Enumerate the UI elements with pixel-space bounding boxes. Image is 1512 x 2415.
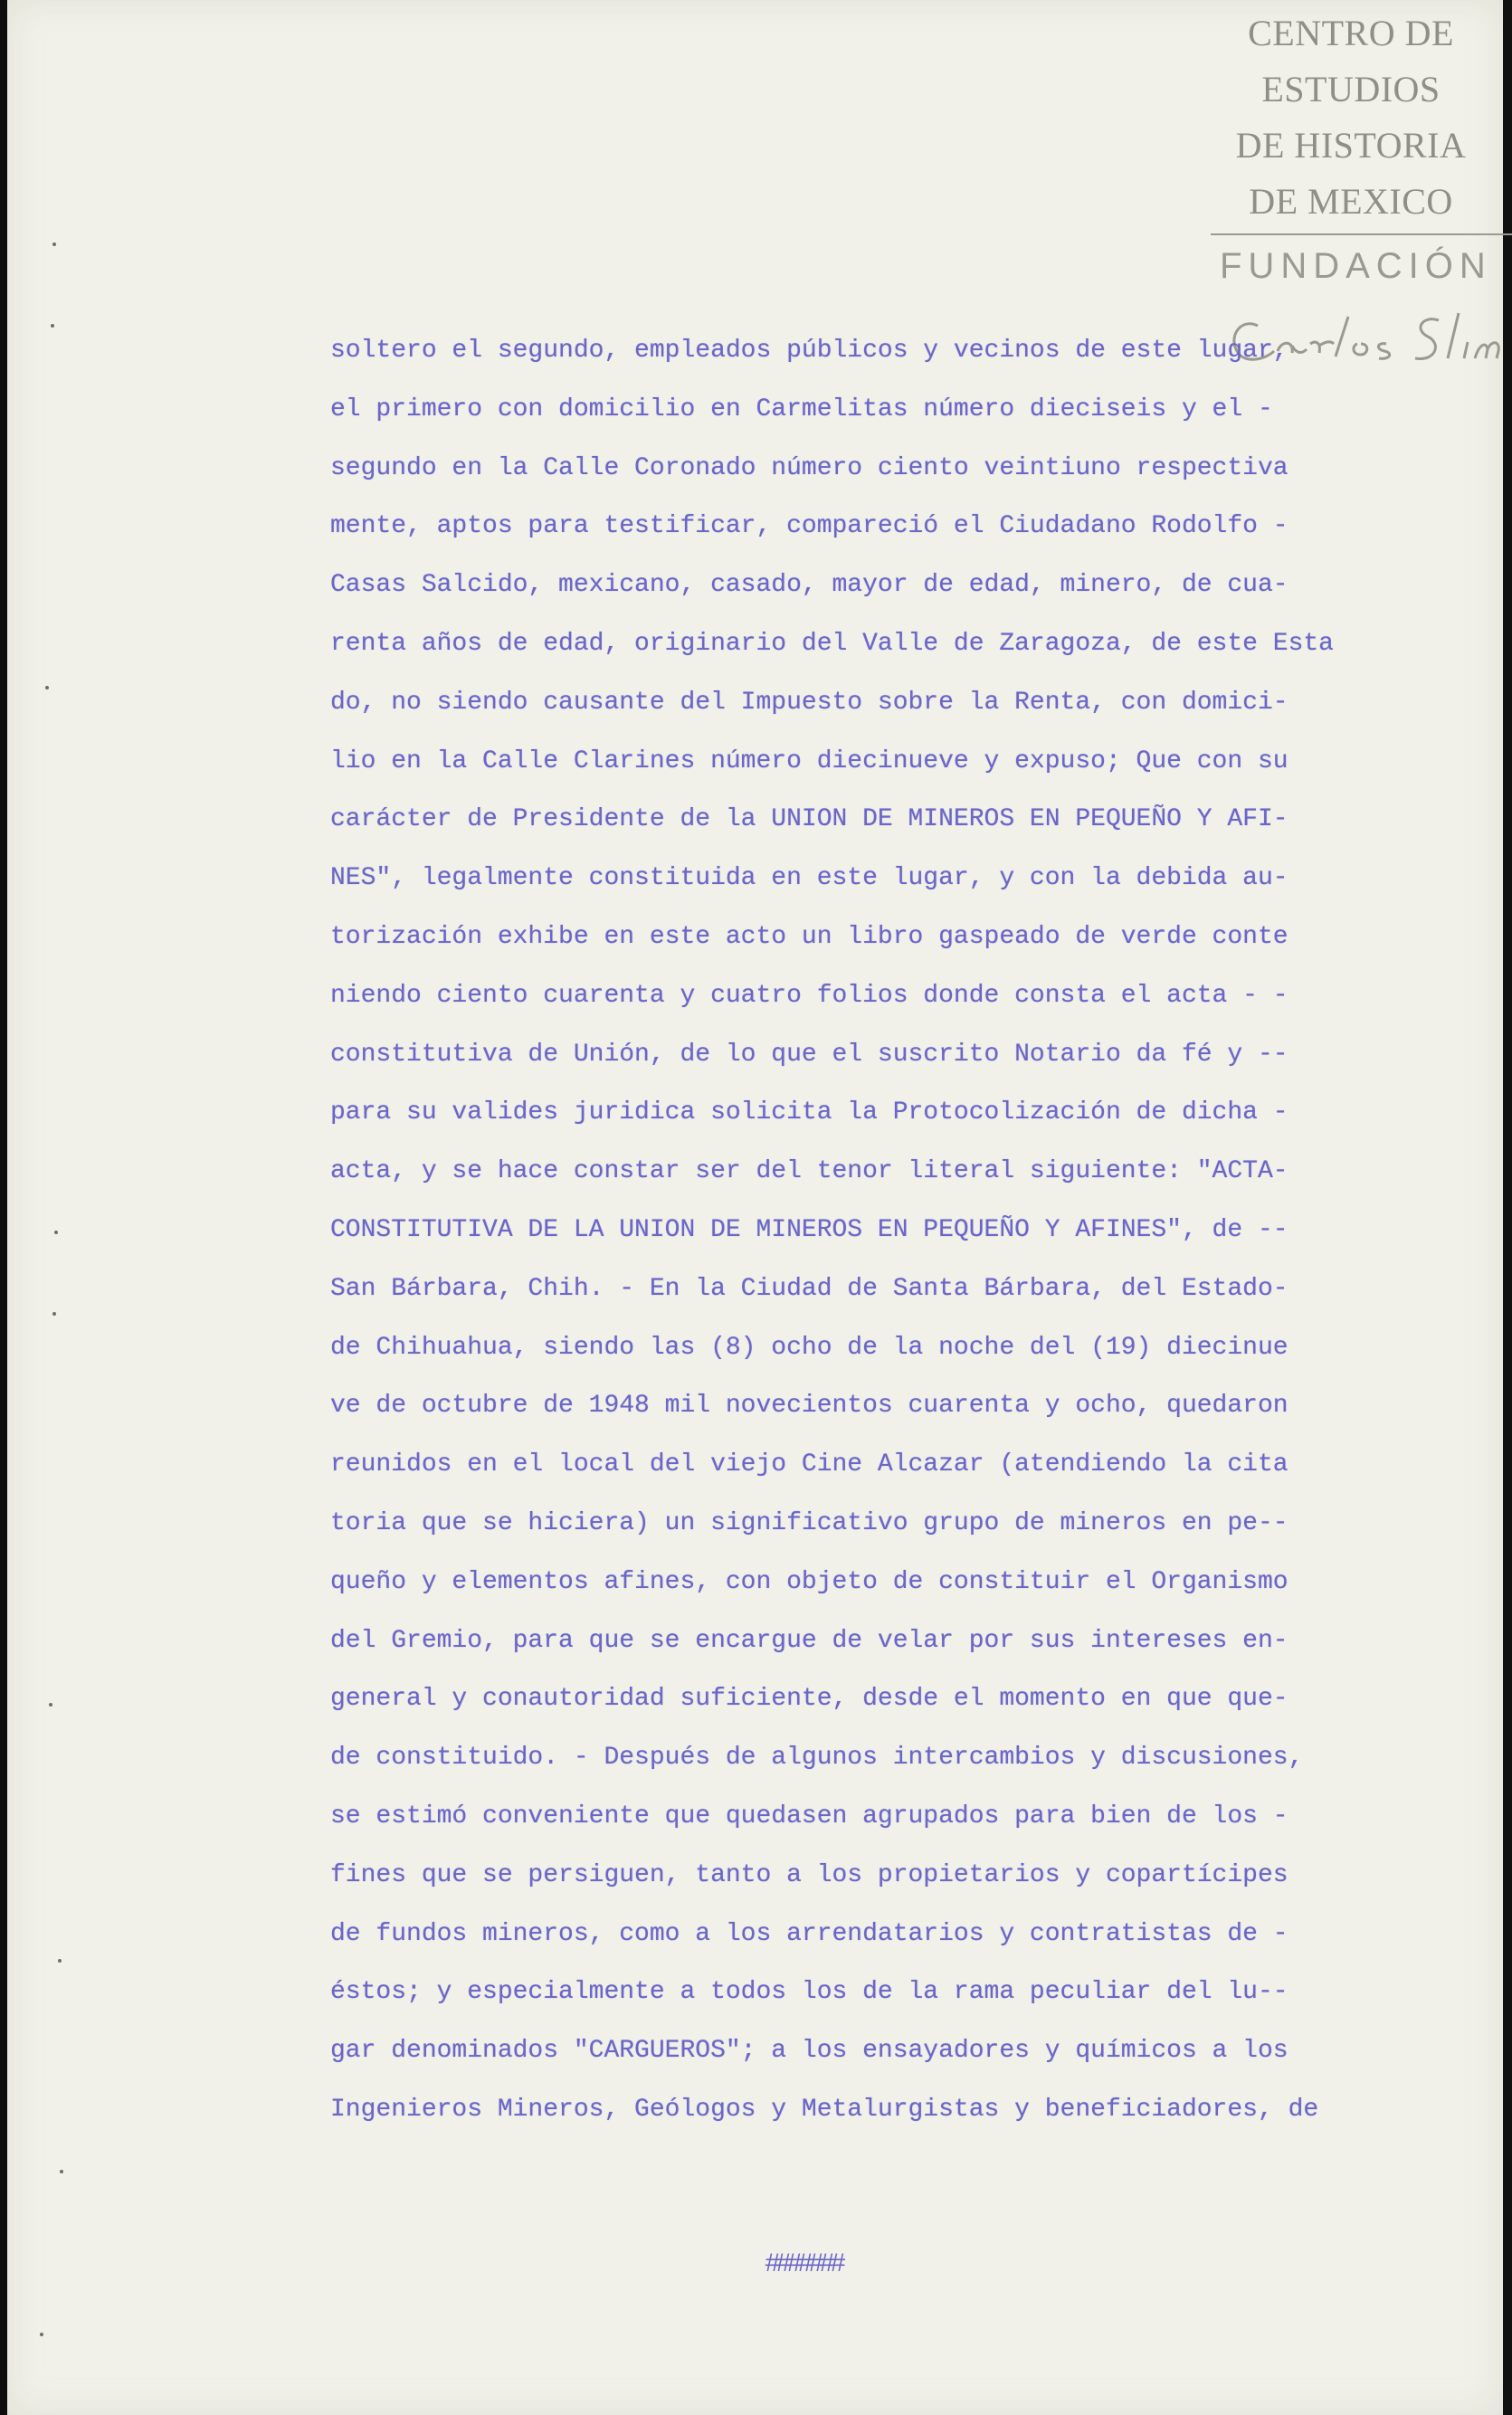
text-line: queño y elementos afines, con objeto de constituir el Organismo <box>330 1567 1289 1596</box>
scan-border <box>1503 0 1512 2415</box>
text-line: de fundos mineros, como a los arrendatarios y contratistas de - <box>330 1919 1289 1948</box>
paper-speck <box>54 1231 58 1234</box>
watermark-foundation: FUNDACIÓN <box>1220 246 1492 286</box>
text-line: torización exhibe en este acto un libro gaspeado de verde conte <box>330 922 1289 951</box>
text-line: de Chihuahua, siendo las (8) ocho de la noche del (19) diecinue <box>330 1333 1289 1362</box>
text-line: lio en la Calle Clarines número diecinueve y expuso; Que con su <box>330 746 1289 775</box>
text-line: CONSTITUTIVA DE LA UNION DE MINEROS EN PEQUEÑO Y AFINES", de -- <box>330 1215 1289 1244</box>
text-line: ve de octubre de 1948 mil novecientos cuarenta y ocho, quedaron <box>330 1392 1289 1421</box>
text-line: gar denominados "CARGUEROS"; a los ensayadores y químicos a los <box>330 2037 1289 2066</box>
text-line: carácter de Presidente de la UNION DE MINEROS EN PEQUEÑO Y AFI- <box>330 805 1289 834</box>
text-line: de constituido. - Después de algunos intercambios y discusiones, <box>330 1744 1304 1773</box>
paper-speck <box>58 1959 62 1963</box>
text-line: éstos; y especialmente a todos los de la rama peculiar del lu-- <box>330 1978 1289 2007</box>
paper-speck <box>52 1312 56 1316</box>
text-line: reunidos en el local del viejo Cine Alcazar (atendiendo la cita <box>330 1450 1289 1479</box>
text-line: para su valides juridica solicita la Protocolización de dicha - <box>330 1098 1289 1127</box>
paper-speck <box>49 1703 52 1707</box>
text-line: soltero el segundo, empleados públicos y vecinos de este lugar, <box>330 337 1289 365</box>
text-line: el primero con domicilio en Carmelitas número dieciseis y el - <box>330 395 1273 423</box>
text-line: Casas Salcido, mexicano, casado, mayor de edad, minero, de cua- <box>330 571 1289 600</box>
end-of-page-mark: ####### <box>765 2249 842 2280</box>
typewritten-body <box>330 322 1334 2140</box>
text-line: del Gremio, para que se encargue de velar por sus intereses en- <box>330 1626 1289 1655</box>
text-line: renta años de edad, originario del Valle de Zaragoza, de este Esta <box>330 629 1334 658</box>
paper-speck <box>40 2333 43 2336</box>
text-line: do, no siendo causante del Impuesto sobre la Renta, con domici- <box>330 688 1289 717</box>
text-line: mente, aptos para testificar, compareció el Ciudadano Rodolfo - <box>330 512 1289 541</box>
text-line: San Bárbara, Chih. - En la Ciudad de Santa Bárbara, del Estado- <box>330 1274 1289 1303</box>
text-line: general y conautoridad suficiente, desde el momento en que que- <box>330 1685 1289 1714</box>
text-line: Ingenieros Mineros, Geólogos y Metalurgistas y beneficiadores, de <box>330 2095 1319 2124</box>
paper-speck <box>51 324 54 328</box>
text-line: fines que se persiguen, tanto a los propietarios y copartícipes <box>330 1860 1289 1889</box>
text-line: constitutiva de Unión, de lo que el suscrito Notario da fé y -- <box>330 1040 1289 1069</box>
paper-speck <box>60 2170 63 2173</box>
paper-speck <box>52 242 56 246</box>
watermark-institution: CENTRO DE ESTUDIOS DE HISTORIA DE MEXICO <box>1235 13 1467 222</box>
text-line: NES", legalmente constituida en este lugar, y con la debida au- <box>330 864 1289 893</box>
paper-speck <box>45 686 49 689</box>
text-line: toria que se hiciera) un significativo grupo de mineros en pe-- <box>330 1508 1289 1537</box>
text-line: niendo ciento cuarenta y cuatro folios donde consta el acta - - <box>330 981 1289 1010</box>
text-line: acta, y se hace constar ser del tenor literal siguiente: "ACTA- <box>330 1157 1289 1186</box>
text-line: segundo en la Calle Coronado número ciento veintiuno respectiva <box>330 453 1289 482</box>
text-line: se estimó conveniente que quedasen agrupados para bien de los - <box>330 1802 1289 1830</box>
